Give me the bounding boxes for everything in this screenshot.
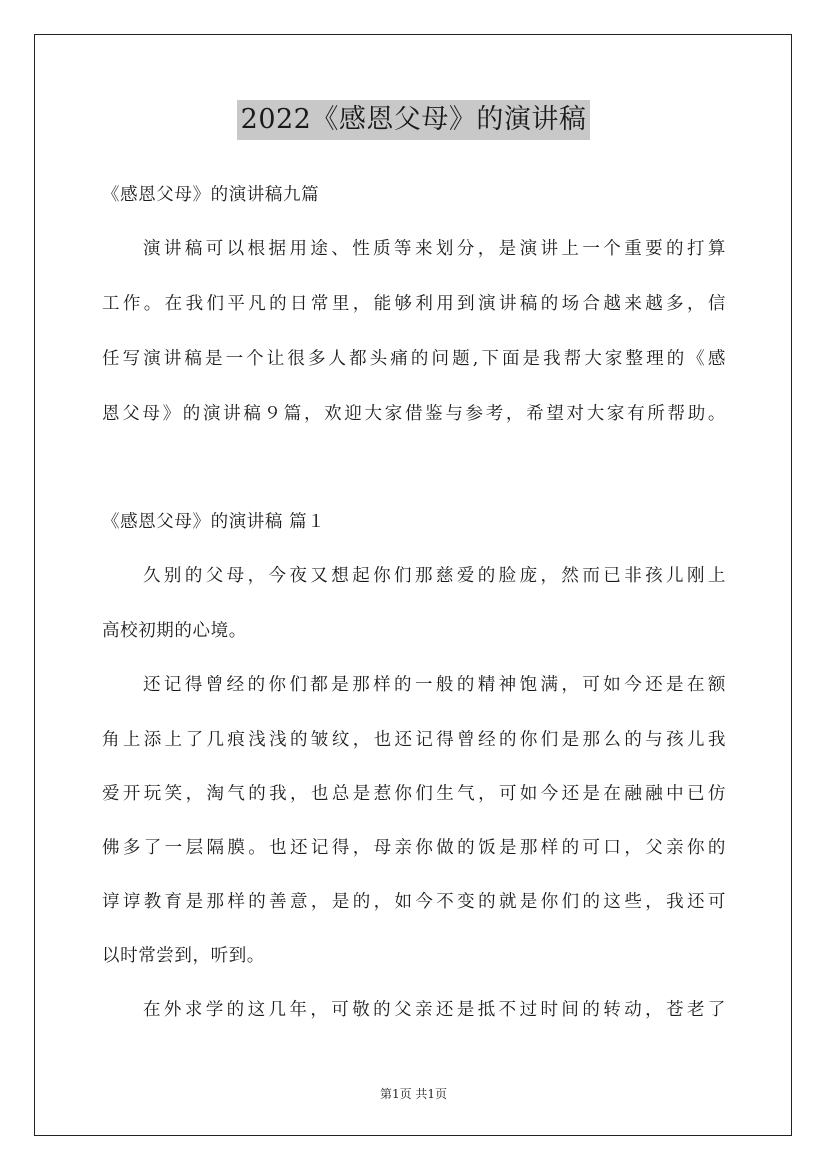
intro-line: 任写演讲稿是一个让很多人都头痛的问题,下面是我帮大家整理的《感 — [102, 349, 726, 369]
paragraph-line: 角上添上了几痕浅浅的皱纹，也还记得曾经的你们是那么的与孩儿我 — [102, 730, 726, 750]
document-title-text: 2022《感恩父母》的演讲稿 — [237, 100, 591, 140]
page-footer — [0, 1085, 827, 1102]
paragraph-line: 爱开玩笑，淘气的我，也总是惹你们生气，可如今还是在融融中已仿 — [102, 784, 726, 804]
section-heading: 《感恩父母》的演讲稿 篇１ — [102, 512, 326, 532]
paragraph-line: 在外求学的这几年，可敬的父亲还是抵不过时间的转动，苍老了 — [143, 1000, 726, 1020]
paragraph-line: 高校初期的心境。 — [102, 621, 247, 641]
document-title — [0, 100, 827, 140]
intro-line: 恩父母》的演讲稿９篇，欢迎大家借鉴与参考，希望对大家有所帮助。 — [102, 404, 726, 424]
intro-line: 工作。在我们平凡的日常里，能够利用到演讲稿的场合越来越多，信 — [102, 294, 726, 314]
paragraph-line: 还记得曾经的你们都是那样的一般的精神饱满，可如今还是在额 — [143, 675, 726, 695]
paragraph-line: 久别的父母，今夜又想起你们那慈爱的脸庞，然而已非孩儿刚上 — [143, 566, 726, 586]
paragraph-line: 佛多了一层隔膜。也还记得，母亲你做的饭是那样的可口，父亲你的 — [102, 838, 726, 858]
paragraph-line: 谆谆教育是那样的善意，是的，如今不变的就是你们的这些，我还可 — [102, 892, 726, 912]
page-number: 第1页 共1页 — [379, 1087, 448, 1101]
paragraph-line: 以时常尝到，听到。 — [102, 946, 265, 966]
intro-line: 演讲稿可以根据用途、性质等来划分，是演讲上一个重要的打算 — [143, 239, 726, 259]
subtitle: 《感恩父母》的演讲稿九篇 — [102, 185, 320, 205]
